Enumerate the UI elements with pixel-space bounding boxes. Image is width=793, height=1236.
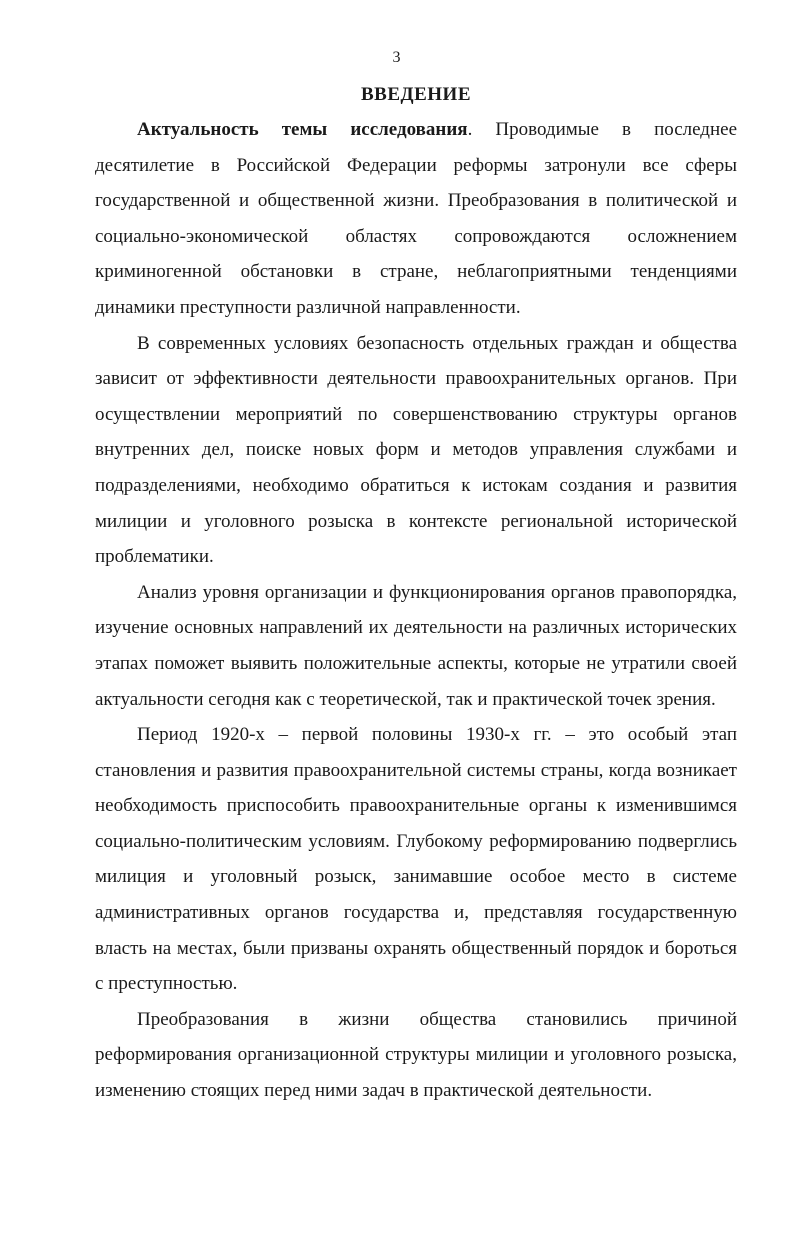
paragraph-text: Преобразования в жизни общества становились причиной реформирования организационной структуры милиции и уголовного розыска, изменению стоящих перед ними задач в практической деятельности. (95, 1008, 737, 1102)
paragraph-text: Период 1920-х – первой половины 1930-х гг. – это особый этап становления и развития правоохранительной системы страны, когда возникает необходимость приспособить правоохранительные органы к изменившимся социально-политическим условиям. Глубокому реформированию подверглись милиция и уголовный розыск, занимавшие особое место в системе административных органов государства и, представляя государственную власть на местах, были призваны охранять общественный порядок и бороться с преступностью. (95, 724, 737, 995)
paragraph-period (95, 717, 737, 1002)
paragraph-text: . Проводимые в последнее десятилетие в Российской Федерации реформы затронули все сферы государственной и общественной жизни. Преобразования в политической и социально-экономической областях сопровождаются осложнением криминогенной обстановки в стране, неблагоприятными тенденциями динамики преступности различной направленности. (95, 119, 738, 318)
paragraph-lead: Актуальность темы исследования (137, 119, 468, 140)
paragraph-transformations (95, 1002, 737, 1109)
paragraph-relevance (95, 112, 737, 326)
paragraph-security (95, 326, 737, 575)
page-title: ВВЕДЕНИЕ (361, 84, 471, 105)
document-body (95, 112, 737, 1109)
page-number: 3 (392, 49, 401, 66)
paragraph-analysis (95, 575, 737, 717)
paragraph-text: В современных условиях безопасность отдельных граждан и общества зависит от эффективности деятельности правоохранительных органов. При осуществлении мероприятий по совершенствованию структуры органов внутренних дел, поиске новых форм и методов управления службами и подразделениями, необходимо обратиться к истокам создания и развития милиции и уголовного розыска в контексте региональной исторической проблематики. (95, 332, 737, 568)
paragraph-text: Анализ уровня организации и функционирования органов правопорядка, изучение основных направлений их деятельности на различных исторических этапах поможет выявить положительные аспекты, которые не утратили своей актуальности сегодня как с теоретической, так и практической точек зрения. (95, 581, 737, 710)
